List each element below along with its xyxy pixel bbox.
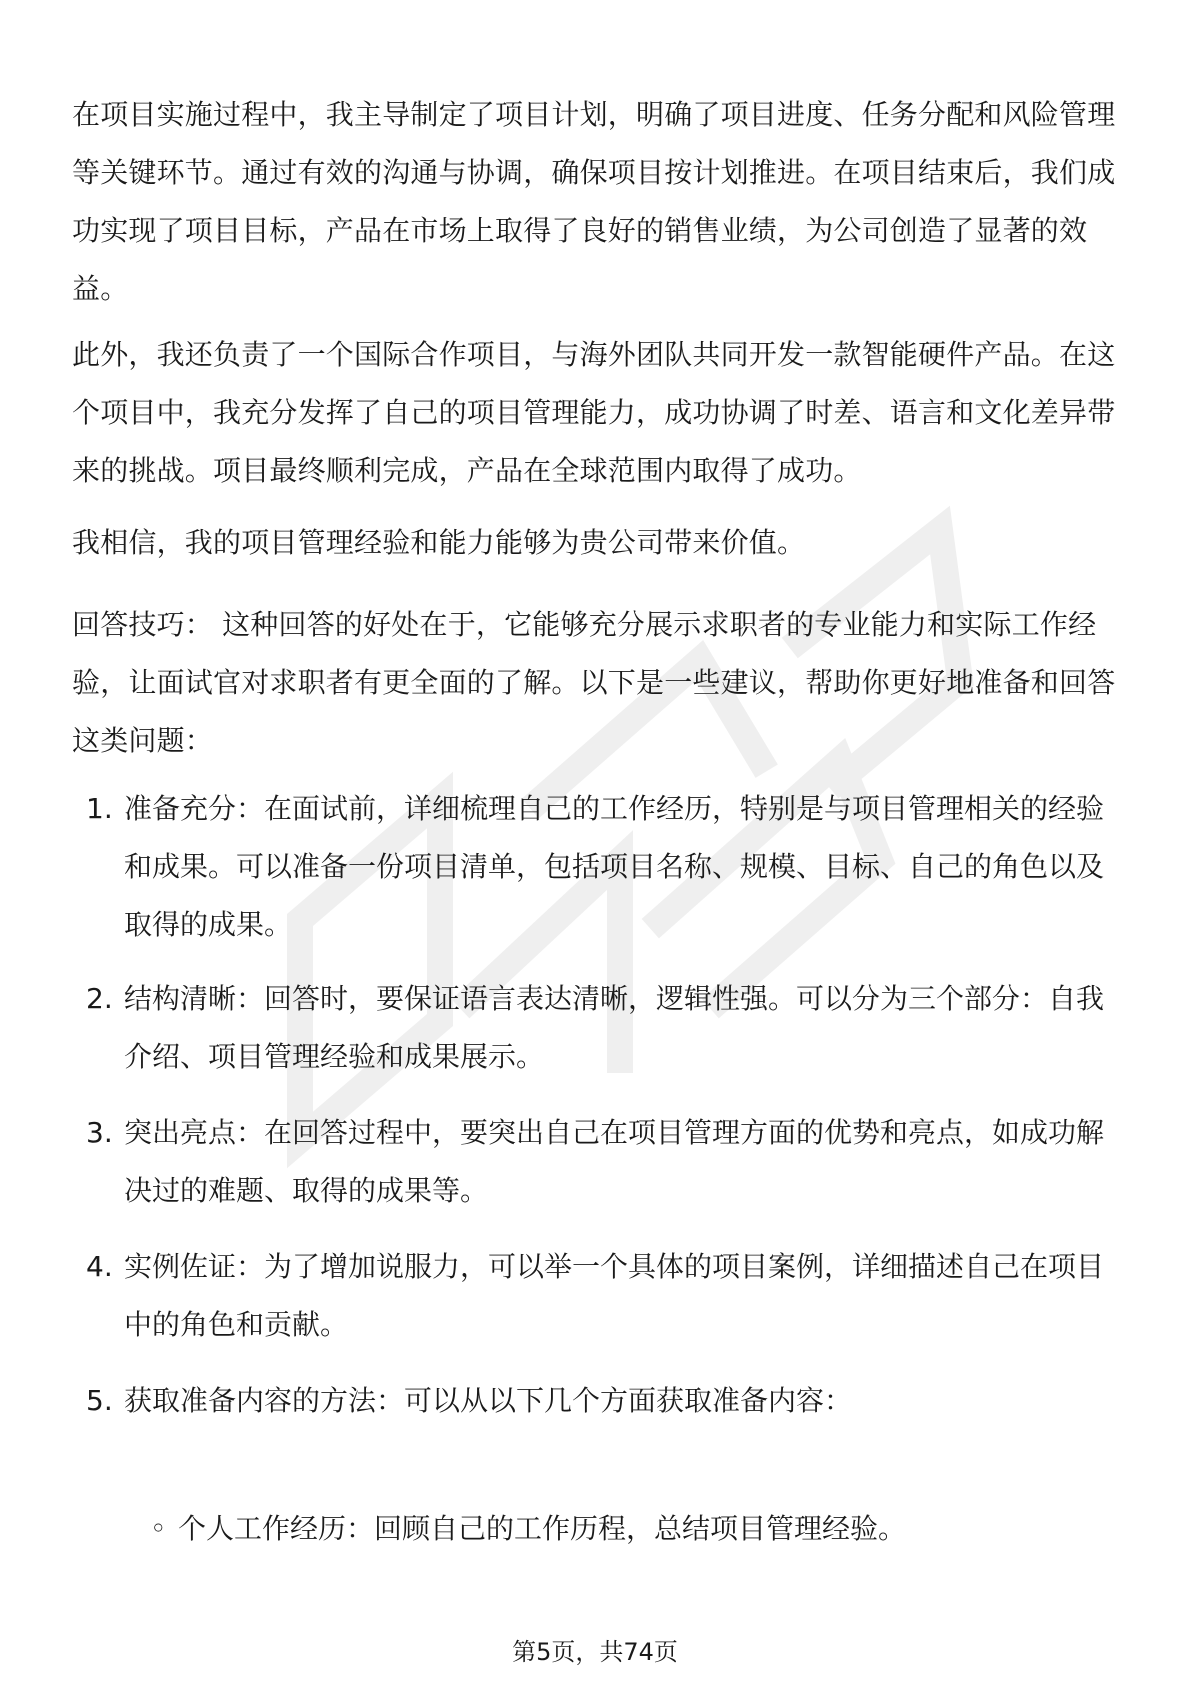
paragraph-project-implementation: 在项目实施过程中，我主导制定了项目计划，明确了项目进度、任务分配和风险管理等关键环节。通过有效的沟通与协调，确保项目按计划推进。在项目结束后，我们成功实现了项目目标，产品在市场上取得了良好的销售业绩，为公司创造了显著的效益。 [72,98,1116,305]
sub-list-item [150,1500,1120,1558]
list-number: 2. [86,982,113,1015]
list-text: 结构清晰：回答时，要保证语言表达清晰，逻辑性强。可以分为三个部分：自我介绍、项目管理经验和成果展示。 [124,982,1105,1073]
list-text: 获取准备内容的方法：可以从以下几个方面获取准备内容： [124,1384,853,1417]
list-number: 1. [86,792,113,825]
list-number: 4. [86,1250,113,1283]
paragraph-answer-tips: 回答技巧： 这种回答的好处在于，它能够充分展示求职者的专业能力和实际工作经验，让面试官对求职者有更全面的了解。以下是一些建议，帮助你更好地准备和回答这类问题： [72,608,1116,757]
list-item [72,1372,1122,1430]
list-text: 实例佐证：为了增加说服力，可以举一个具体的项目案例，详细描述自己在项目中的角色和贡献。 [124,1250,1105,1341]
list-item [72,1104,1122,1220]
paragraph-international-project: 此外，我还负责了一个国际合作项目，与海外团队共同开发一款智能硬件产品。在这个项目中，我充分发挥了自己的项目管理能力，成功协调了时差、语言和文化差异带来的挑战。项目最终顺利完成，产品在全球范围内取得了成功。 [72,338,1116,487]
sub-list-text: 个人工作经历：回顾自己的工作历程，总结项目管理经验。 [178,1512,907,1545]
list-item [72,970,1122,1086]
paragraph-closing-statement: 我相信，我的项目管理经验和能力能够为贵公司带来价值。 [72,526,806,559]
page-number-footer: 第5页，共74页 [512,1638,678,1666]
bullet-icon: ◦ [150,1512,167,1545]
list-item [72,780,1122,954]
list-item [72,1238,1122,1354]
list-number: 5. [86,1384,113,1417]
list-text: 突出亮点：在回答过程中，要突出自己在项目管理方面的优势和亮点，如成功解决过的难题、取得的成果等。 [124,1116,1105,1207]
list-number: 3. [86,1116,113,1149]
list-text: 准备充分：在面试前，详细梳理自己的工作经历，特别是与项目管理相关的经验和成果。可以准备一份项目清单，包括项目名称、规模、目标、自己的角色以及取得的成果。 [124,792,1105,941]
